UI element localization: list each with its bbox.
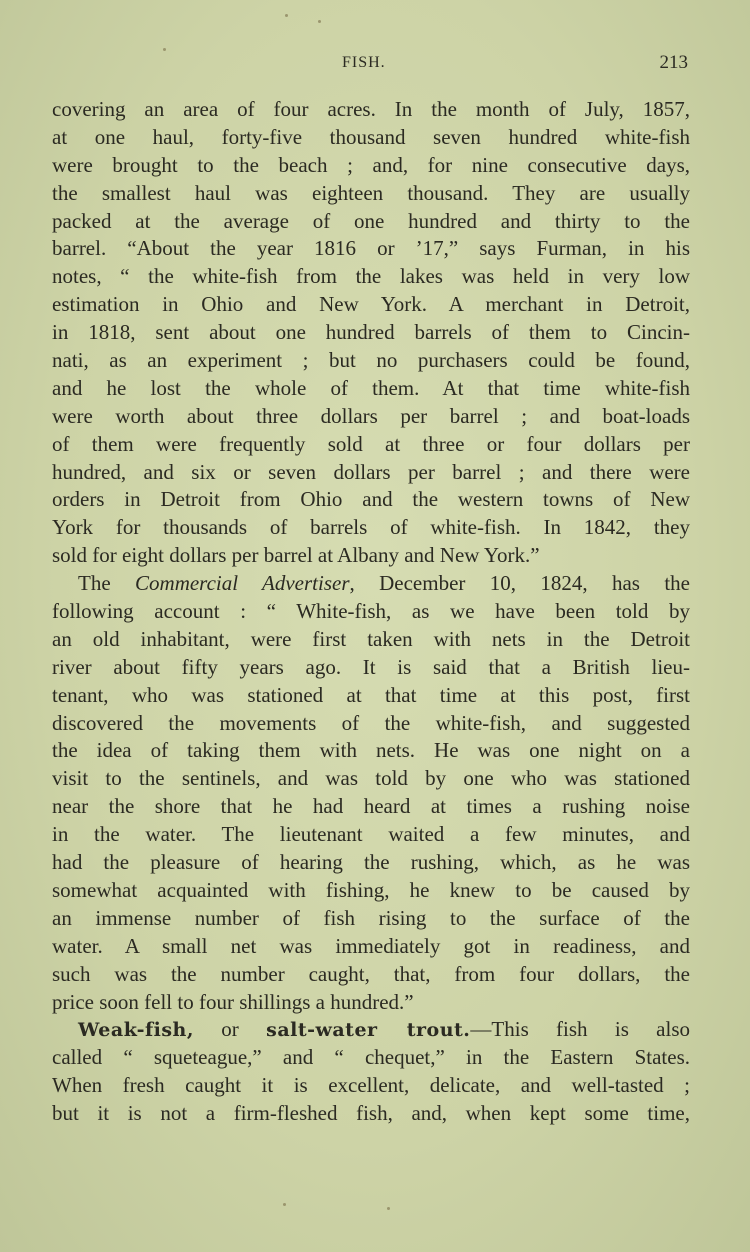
text-line: in 1818, sent about one hundred barrels of them to Cincin- bbox=[52, 320, 690, 345]
text-line: discovered the movements of the white-fish, and suggested bbox=[52, 710, 690, 735]
text-line: called “ squeteague,” and “ chequet,” in the Eastern States. bbox=[52, 1045, 690, 1070]
text-line: an old inhabitant, were first taken with nets in the Detroit bbox=[52, 626, 690, 651]
text-line: orders in Detroit from Ohio and the western towns of New bbox=[52, 487, 690, 512]
text-line: were worth about three dollars per barrel ; and boat-loads bbox=[52, 403, 690, 428]
text-line: When fresh caught it is excellent, delicate, and well-tasted ; bbox=[52, 1073, 690, 1098]
paragraph-2 bbox=[52, 570, 690, 1016]
text-line: the idea of taking them with nets. He was one night on a bbox=[52, 738, 690, 763]
text-run: , December 10, 1824, has the bbox=[349, 571, 690, 596]
text-line: visit to the sentinels, and was told by one who was stationed bbox=[52, 766, 690, 791]
text-line: estimation in Ohio and New York. A merchant in Detroit, bbox=[52, 292, 690, 317]
text-run: —This fish is also bbox=[470, 1017, 691, 1042]
text-line: near the shore that he had heard at times a rushing noise bbox=[52, 794, 690, 819]
text-line: of them were frequently sold at three or four dollars per bbox=[52, 431, 690, 456]
text-line: somewhat acquainted with fishing, he knew to be caused by bbox=[52, 877, 690, 902]
text-line: price soon fell to four shillings a hundred.” bbox=[52, 989, 414, 1014]
text-line: nati, as an experiment ; but no purchasers could be found, bbox=[52, 348, 690, 373]
paper-speck bbox=[163, 48, 166, 51]
text-line: an immense number of fish rising to the surface of the bbox=[52, 905, 690, 930]
text-run: or bbox=[194, 1017, 267, 1042]
text-line: sold for eight dollars per barrel at Albany and New York.” bbox=[52, 543, 540, 568]
text-line: notes, “ the white-fish from the lakes was held in very low bbox=[52, 264, 690, 289]
publication-title: Commercial Advertiser bbox=[135, 571, 350, 596]
running-head-title: FISH. bbox=[342, 54, 386, 71]
paper-speck bbox=[283, 1203, 286, 1206]
text-line bbox=[52, 1016, 690, 1044]
page-number: 213 bbox=[659, 52, 688, 73]
running-head bbox=[52, 52, 692, 80]
text-line: in the water. The lieutenant waited a few minutes, and bbox=[52, 822, 690, 847]
paper-speck bbox=[387, 1207, 390, 1210]
paragraph-1 bbox=[52, 96, 690, 570]
text-line: barrel. “About the year 1816 or ’17,” says Furman, in his bbox=[52, 236, 690, 261]
body-text bbox=[52, 96, 690, 1128]
text-line: following account : “ White-fish, as we have been told by bbox=[52, 599, 690, 624]
text-line: hundred, and six or seven dollars per barrel ; and there were bbox=[52, 459, 690, 484]
paper-speck bbox=[285, 14, 288, 17]
text-line: river about fifty years ago. It is said that a British lieu- bbox=[52, 654, 690, 679]
text-line: such was the number caught, that, from four dollars, the bbox=[52, 961, 690, 986]
text-line: at one haul, forty-five thousand seven hundred white-fish bbox=[52, 124, 690, 149]
section-heading-weak-fish: Weak-fish, bbox=[78, 1019, 194, 1042]
text-line: covering an area of four acres. In the month of July, 1857, bbox=[52, 97, 690, 121]
text-run: The bbox=[78, 571, 136, 596]
paragraph-3 bbox=[52, 1016, 690, 1128]
text-line: tenant, who was stationed at that time at this post, first bbox=[52, 682, 690, 707]
text-line bbox=[52, 570, 690, 598]
text-line: but it is not a firm-fleshed fish, and, when kept some time, bbox=[52, 1101, 690, 1126]
text-line: packed at the average of one hundred and thirty to the bbox=[52, 208, 690, 233]
text-line: water. A small net was immediately got in readiness, and bbox=[52, 933, 690, 958]
section-heading-salt-water-trout: salt-water trout. bbox=[266, 1019, 471, 1042]
text-line: the smallest haul was eighteen thousand. They are usually bbox=[52, 180, 690, 205]
text-line: were brought to the beach ; and, for nine consecutive days, bbox=[52, 152, 690, 177]
text-line: had the pleasure of hearing the rushing, which, as he was bbox=[52, 850, 690, 875]
text-line: and he lost the whole of them. At that time white-fish bbox=[52, 375, 690, 400]
paper-speck bbox=[318, 20, 321, 23]
text-line: York for thousands of barrels of white-fish. In 1842, they bbox=[52, 515, 690, 540]
